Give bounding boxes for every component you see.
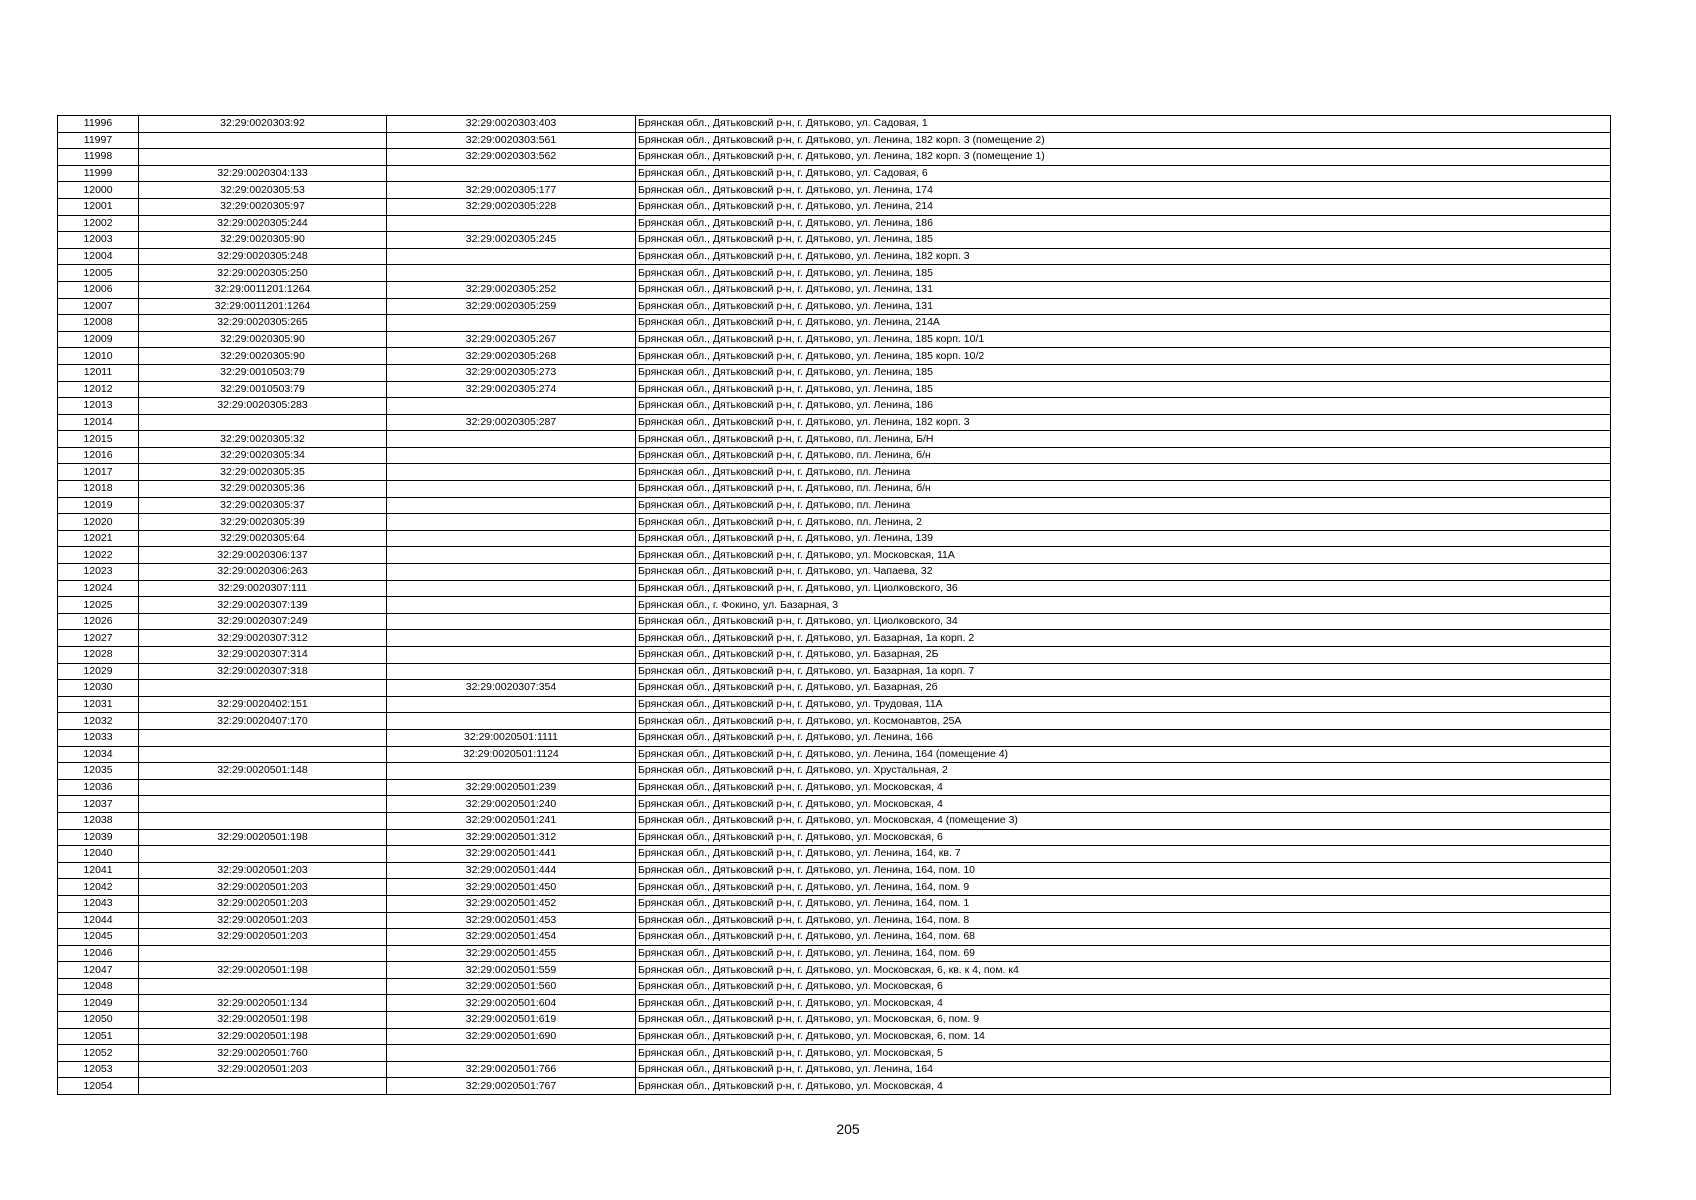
address-cell: Брянская обл., Дятьковский р-н, г. Дятьково, ул. Космонавтов, 25А: [636, 713, 1611, 730]
cadastral-number-cell: 32:29:0020501:760: [139, 1045, 387, 1062]
address-cell: Брянская обл., Дятьковский р-н, г. Дятьково, ул. Ленина, 185: [636, 232, 1611, 249]
address-cell: Брянская обл., Дятьковский р-н, г. Дятьково, ул. Московская, 6, кв. к 4, пом. к4: [636, 962, 1611, 979]
address-cell: Брянская обл., Дятьковский р-н, г. Дятьково, ул. Ленина, 182 корп. 3 (помещение 1): [636, 149, 1611, 166]
table-row: [58, 248, 1611, 265]
cadastral-number-cell: 32:29:0010503:79: [139, 364, 387, 381]
cadastral-number-cell: 32:29:0020304:133: [139, 165, 387, 182]
cadastral-number-cell: 32:29:0020407:170: [139, 713, 387, 730]
object-cadastral-number-cell: [387, 464, 636, 481]
address-cell: Брянская обл., Дятьковский р-н, г. Дятьково, ул. Московская, 6: [636, 978, 1611, 995]
object-cadastral-number-cell: 32:29:0020501:455: [387, 945, 636, 962]
row-number-cell: 12039: [58, 829, 139, 846]
object-cadastral-number-cell: [387, 431, 636, 448]
cadastral-number-cell: 32:29:0020307:249: [139, 613, 387, 630]
table-row: [58, 331, 1611, 348]
table-row: [58, 779, 1611, 796]
table-row: [58, 1012, 1611, 1029]
table-row: [58, 1078, 1611, 1095]
address-cell: Брянская обл., Дятьковский р-н, г. Дятьково, ул. Московская, 11А: [636, 547, 1611, 564]
address-cell: Брянская обл., Дятьковский р-н, г. Дятьково, ул. Ленина, 186: [636, 398, 1611, 415]
object-cadastral-number-cell: 32:29:0020501:766: [387, 1061, 636, 1078]
object-cadastral-number-cell: [387, 713, 636, 730]
row-number-cell: 12019: [58, 497, 139, 514]
cadastral-number-cell: 32:29:0020305:97: [139, 198, 387, 215]
cadastral-number-cell: 32:29:0020501:198: [139, 1012, 387, 1029]
cadastral-number-cell: [139, 680, 387, 697]
cadastral-number-cell: 32:29:0020501:203: [139, 862, 387, 879]
cadastral-number-cell: 32:29:0020501:203: [139, 895, 387, 912]
table-row: [58, 580, 1611, 597]
table-row: [58, 298, 1611, 315]
table-row: [58, 912, 1611, 929]
table-row: [58, 962, 1611, 979]
table-row: [58, 315, 1611, 332]
address-cell: Брянская обл., Дятьковский р-н, г. Дятьково, ул. Чапаева, 32: [636, 564, 1611, 581]
cadastral-number-cell: [139, 812, 387, 829]
cadastral-number-cell: 32:29:0020305:36: [139, 481, 387, 498]
row-number-cell: 12037: [58, 796, 139, 813]
address-cell: Брянская обл., Дятьковский р-н, г. Дятьково, ул. Ленина, 182 корп. 3: [636, 414, 1611, 431]
cadastral-number-cell: 32:29:0020501:203: [139, 879, 387, 896]
object-cadastral-number-cell: 32:29:0020501:619: [387, 1012, 636, 1029]
object-cadastral-number-cell: [387, 265, 636, 282]
table-row: [58, 647, 1611, 664]
address-cell: Брянская обл., Дятьковский р-н, г. Дятьково, ул. Ленина, 164, пом. 68: [636, 929, 1611, 946]
table-row: [58, 481, 1611, 498]
cadastral-number-cell: 32:29:0020305:244: [139, 215, 387, 232]
row-number-cell: 12048: [58, 978, 139, 995]
object-cadastral-number-cell: 32:29:0020501:604: [387, 995, 636, 1012]
object-cadastral-number-cell: [387, 696, 636, 713]
address-cell: Брянская обл., Дятьковский р-н, г. Дятьково, ул. Циолковского, 34: [636, 613, 1611, 630]
object-cadastral-number-cell: 32:29:0020305:273: [387, 364, 636, 381]
cadastral-number-cell: 32:29:0020307:318: [139, 663, 387, 680]
address-cell: Брянская обл., Дятьковский р-н, г. Дятьково, ул. Ленина, 185 корп. 10/1: [636, 331, 1611, 348]
table-row: [58, 663, 1611, 680]
table-row: [58, 1028, 1611, 1045]
address-cell: Брянская обл., Дятьковский р-н, г. Дятьково, ул. Хрустальная, 2: [636, 763, 1611, 780]
address-cell: Брянская обл., Дятьковский р-н, г. Дятьково, ул. Ленина, 164, кв. 7: [636, 846, 1611, 863]
object-cadastral-number-cell: 32:29:0020305:228: [387, 198, 636, 215]
row-number-cell: 12008: [58, 315, 139, 332]
object-cadastral-number-cell: [387, 481, 636, 498]
address-cell: Брянская обл., Дятьковский р-н, г. Дятьково, пл. Ленина: [636, 464, 1611, 481]
row-number-cell: 12031: [58, 696, 139, 713]
cadastral-number-cell: [139, 779, 387, 796]
address-cell: Брянская обл., Дятьковский р-н, г. Дятьково, ул. Ленина, 164 (помещение 4): [636, 746, 1611, 763]
row-number-cell: 12016: [58, 447, 139, 464]
object-cadastral-number-cell: 32:29:0020501:239: [387, 779, 636, 796]
row-number-cell: 12025: [58, 597, 139, 614]
address-cell: Брянская обл., Дятьковский р-н, г. Дятьково, ул. Ленина, 186: [636, 215, 1611, 232]
row-number-cell: 12035: [58, 763, 139, 780]
object-cadastral-number-cell: 32:29:0020307:354: [387, 680, 636, 697]
cadastral-number-cell: 32:29:0020303:92: [139, 116, 387, 133]
table-row: [58, 116, 1611, 133]
object-cadastral-number-cell: [387, 630, 636, 647]
address-cell: Брянская обл., Дятьковский р-н, г. Дятьково, ул. Московская, 4: [636, 779, 1611, 796]
table-row: [58, 713, 1611, 730]
row-number-cell: 12028: [58, 647, 139, 664]
table-row: [58, 564, 1611, 581]
address-cell: Брянская обл., Дятьковский р-н, г. Дятьково, ул. Московская, 4 (помещение 3): [636, 812, 1611, 829]
address-cell: Брянская обл., Дятьковский р-н, г. Дятьково, ул. Ленина, 164: [636, 1061, 1611, 1078]
address-cell: Брянская обл., Дятьковский р-н, г. Дятьково, ул. Ленина, 185: [636, 265, 1611, 282]
cadastral-number-cell: 32:29:0020501:198: [139, 1028, 387, 1045]
table-row: [58, 729, 1611, 746]
object-cadastral-number-cell: [387, 398, 636, 415]
address-cell: Брянская обл., Дятьковский р-н, г. Дятьково, ул. Ленина, 214А: [636, 315, 1611, 332]
table-row: [58, 514, 1611, 531]
address-cell: Брянская обл., Дятьковский р-н, г. Дятьково, ул. Ленина, 131: [636, 298, 1611, 315]
object-cadastral-number-cell: 32:29:0020501:453: [387, 912, 636, 929]
row-number-cell: 12011: [58, 364, 139, 381]
object-cadastral-number-cell: [387, 514, 636, 531]
cadastral-number-cell: 32:29:0020305:283: [139, 398, 387, 415]
object-cadastral-number-cell: [387, 647, 636, 664]
row-number-cell: 12024: [58, 580, 139, 597]
cadastral-number-cell: 32:29:0020501:198: [139, 962, 387, 979]
cadastral-number-cell: 32:29:0020305:53: [139, 182, 387, 199]
cadastral-number-cell: 32:29:0020305:32: [139, 431, 387, 448]
table-row: [58, 696, 1611, 713]
page-number: 205: [836, 1121, 860, 1137]
cadastral-number-cell: 32:29:0011201:1264: [139, 281, 387, 298]
object-cadastral-number-cell: [387, 530, 636, 547]
address-cell: Брянская обл., Дятьковский р-н, г. Дятьково, ул. Ленина, 214: [636, 198, 1611, 215]
address-cell: Брянская обл., Дятьковский р-н, г. Дятьково, ул. Ленина, 166: [636, 729, 1611, 746]
table-row: [58, 763, 1611, 780]
address-cell: Брянская обл., Дятьковский р-н, г. Дятьково, ул. Ленина, 185 корп. 10/2: [636, 348, 1611, 365]
object-cadastral-number-cell: [387, 248, 636, 265]
table-row: [58, 1045, 1611, 1062]
address-cell: Брянская обл., Дятьковский р-н, г. Дятьково, пл. Ленина: [636, 497, 1611, 514]
row-number-cell: 12052: [58, 1045, 139, 1062]
row-number-cell: 12051: [58, 1028, 139, 1045]
cadastral-number-cell: [139, 149, 387, 166]
address-cell: Брянская обл., Дятьковский р-н, г. Дятьково, ул. Циолковского, 36: [636, 580, 1611, 597]
row-number-cell: 12010: [58, 348, 139, 365]
object-cadastral-number-cell: 32:29:0020501:240: [387, 796, 636, 813]
cadastral-number-cell: 32:29:0020305:35: [139, 464, 387, 481]
object-cadastral-number-cell: [387, 663, 636, 680]
cadastral-number-cell: 32:29:0020305:39: [139, 514, 387, 531]
cadastral-number-cell: [139, 846, 387, 863]
row-number-cell: 11998: [58, 149, 139, 166]
table-row: [58, 414, 1611, 431]
address-cell: Брянская обл., г. Фокино, ул. Базарная, 3: [636, 597, 1611, 614]
object-cadastral-number-cell: [387, 580, 636, 597]
object-cadastral-number-cell: 32:29:0020501:454: [387, 929, 636, 946]
row-number-cell: 12022: [58, 547, 139, 564]
cadastral-number-cell: [139, 945, 387, 962]
table-row: [58, 547, 1611, 564]
table-row: [58, 630, 1611, 647]
row-number-cell: 12043: [58, 895, 139, 912]
row-number-cell: 12053: [58, 1061, 139, 1078]
cadastral-number-cell: 32:29:0020305:34: [139, 447, 387, 464]
row-number-cell: 12009: [58, 331, 139, 348]
address-cell: Брянская обл., Дятьковский р-н, г. Дятьково, ул. Ленина, 164, пом. 1: [636, 895, 1611, 912]
address-cell: Брянская обл., Дятьковский р-н, г. Дятьково, ул. Базарная, 2б: [636, 680, 1611, 697]
table-row: [58, 165, 1611, 182]
row-number-cell: 12027: [58, 630, 139, 647]
table-row: [58, 945, 1611, 962]
row-number-cell: 12007: [58, 298, 139, 315]
table-row: [58, 149, 1611, 166]
row-number-cell: 11997: [58, 132, 139, 149]
table-row: [58, 846, 1611, 863]
object-cadastral-number-cell: 32:29:0020501:450: [387, 879, 636, 896]
cadastral-number-cell: [139, 746, 387, 763]
row-number-cell: 12005: [58, 265, 139, 282]
table-row: [58, 680, 1611, 697]
object-cadastral-number-cell: [387, 597, 636, 614]
cadastral-number-cell: [139, 132, 387, 149]
table-row: [58, 995, 1611, 1012]
row-number-cell: 12046: [58, 945, 139, 962]
row-number-cell: 12026: [58, 613, 139, 630]
row-number-cell: 12032: [58, 713, 139, 730]
object-cadastral-number-cell: 32:29:0020501:441: [387, 846, 636, 863]
table-row: [58, 381, 1611, 398]
table-row: [58, 398, 1611, 415]
address-cell: Брянская обл., Дятьковский р-н, г. Дятьково, пл. Ленина, б/н: [636, 481, 1611, 498]
object-cadastral-number-cell: [387, 447, 636, 464]
row-number-cell: 12045: [58, 929, 139, 946]
row-number-cell: 12004: [58, 248, 139, 265]
table-row: [58, 530, 1611, 547]
cadastral-number-cell: 32:29:0020305:37: [139, 497, 387, 514]
table-row: [58, 447, 1611, 464]
object-cadastral-number-cell: [387, 215, 636, 232]
table-row: [58, 132, 1611, 149]
address-cell: Брянская обл., Дятьковский р-н, г. Дятьково, ул. Ленина, 185: [636, 381, 1611, 398]
address-cell: Брянская обл., Дятьковский р-н, г. Дятьково, ул. Московская, 6: [636, 829, 1611, 846]
object-cadastral-number-cell: 32:29:0020305:268: [387, 348, 636, 365]
row-number-cell: 11996: [58, 116, 139, 133]
address-cell: Брянская обл., Дятьковский р-н, г. Дятьково, пл. Ленина, 2: [636, 514, 1611, 531]
cadastral-number-cell: 32:29:0020501:148: [139, 763, 387, 780]
object-cadastral-number-cell: [387, 564, 636, 581]
object-cadastral-number-cell: 32:29:0020305:259: [387, 298, 636, 315]
cadastral-number-cell: 32:29:0020305:90: [139, 331, 387, 348]
row-number-cell: 12023: [58, 564, 139, 581]
address-cell: Брянская обл., Дятьковский р-н, г. Дятьково, ул. Ленина, 182 корп. 3: [636, 248, 1611, 265]
table-row: [58, 812, 1611, 829]
object-cadastral-number-cell: 32:29:0020501:1111: [387, 729, 636, 746]
table-row: [58, 265, 1611, 282]
row-number-cell: 12029: [58, 663, 139, 680]
row-number-cell: 12054: [58, 1078, 139, 1095]
address-cell: Брянская обл., Дятьковский р-н, г. Дятьково, ул. Трудовая, 11А: [636, 696, 1611, 713]
row-number-cell: 12030: [58, 680, 139, 697]
cadastral-number-cell: [139, 796, 387, 813]
object-cadastral-number-cell: [387, 315, 636, 332]
address-cell: Брянская обл., Дятьковский р-н, г. Дятьково, ул. Садовая, 1: [636, 116, 1611, 133]
object-cadastral-number-cell: 32:29:0020305:267: [387, 331, 636, 348]
row-number-cell: 12040: [58, 846, 139, 863]
table-row: [58, 879, 1611, 896]
row-number-cell: 12047: [58, 962, 139, 979]
cadastral-number-cell: 32:29:0020501:203: [139, 1061, 387, 1078]
object-cadastral-number-cell: 32:29:0020501:452: [387, 895, 636, 912]
cadastral-number-cell: 32:29:0010503:79: [139, 381, 387, 398]
address-cell: Брянская обл., Дятьковский р-н, г. Дятьково, ул. Московская, 5: [636, 1045, 1611, 1062]
object-cadastral-number-cell: 32:29:0020303:403: [387, 116, 636, 133]
object-cadastral-number-cell: 32:29:0020501:560: [387, 978, 636, 995]
address-cell: Брянская обл., Дятьковский р-н, г. Дятьково, ул. Базарная, 1а корп. 7: [636, 663, 1611, 680]
table-row: [58, 746, 1611, 763]
object-cadastral-number-cell: 32:29:0020305:252: [387, 281, 636, 298]
address-cell: Брянская обл., Дятьковский р-н, г. Дятьково, ул. Садовая, 6: [636, 165, 1611, 182]
object-cadastral-number-cell: 32:29:0020501:559: [387, 962, 636, 979]
object-cadastral-number-cell: 32:29:0020501:241: [387, 812, 636, 829]
row-number-cell: 12013: [58, 398, 139, 415]
object-cadastral-number-cell: 32:29:0020305:245: [387, 232, 636, 249]
cadastral-number-cell: 32:29:0020307:312: [139, 630, 387, 647]
object-cadastral-number-cell: [387, 763, 636, 780]
cadastral-number-cell: 32:29:0020307:139: [139, 597, 387, 614]
cadastral-number-cell: 32:29:0020307:111: [139, 580, 387, 597]
address-cell: Брянская обл., Дятьковский р-н, г. Дятьково, ул. Ленина, 174: [636, 182, 1611, 199]
row-number-cell: 11999: [58, 165, 139, 182]
object-cadastral-number-cell: [387, 1045, 636, 1062]
address-cell: Брянская обл., Дятьковский р-н, г. Дятьково, ул. Ленина, 164, пом. 9: [636, 879, 1611, 896]
object-cadastral-number-cell: 32:29:0020303:562: [387, 149, 636, 166]
cadastral-number-cell: 32:29:0020501:198: [139, 829, 387, 846]
cadastral-number-cell: 32:29:0020305:90: [139, 348, 387, 365]
row-number-cell: 12042: [58, 879, 139, 896]
address-cell: Брянская обл., Дятьковский р-н, г. Дятьково, ул. Московская, 4: [636, 1078, 1611, 1095]
row-number-cell: 12001: [58, 198, 139, 215]
row-number-cell: 12006: [58, 281, 139, 298]
cadastral-number-cell: 32:29:0020305:265: [139, 315, 387, 332]
table-row: [58, 895, 1611, 912]
row-number-cell: 12033: [58, 729, 139, 746]
cadastral-number-cell: 32:29:0020305:250: [139, 265, 387, 282]
address-cell: Брянская обл., Дятьковский р-н, г. Дятьково, пл. Ленина, б/н: [636, 447, 1611, 464]
object-cadastral-number-cell: [387, 613, 636, 630]
cadastral-number-cell: 32:29:0020307:314: [139, 647, 387, 664]
cadastral-number-cell: 32:29:0020501:134: [139, 995, 387, 1012]
row-number-cell: 12050: [58, 1012, 139, 1029]
object-cadastral-number-cell: 32:29:0020501:1124: [387, 746, 636, 763]
table-row: [58, 232, 1611, 249]
row-number-cell: 12036: [58, 779, 139, 796]
table-row: [58, 281, 1611, 298]
cadastral-number-cell: 32:29:0020501:203: [139, 929, 387, 946]
row-number-cell: 12049: [58, 995, 139, 1012]
table-row: [58, 796, 1611, 813]
table-row: [58, 829, 1611, 846]
row-number-cell: 12041: [58, 862, 139, 879]
cadastral-number-cell: [139, 414, 387, 431]
address-cell: Брянская обл., Дятьковский р-н, г. Дятьково, ул. Ленина, 182 корп. 3 (помещение 2): [636, 132, 1611, 149]
row-number-cell: 12017: [58, 464, 139, 481]
address-cell: Брянская обл., Дятьковский р-н, г. Дятьково, ул. Московская, 6, пом. 9: [636, 1012, 1611, 1029]
cadastral-number-cell: 32:29:0020305:64: [139, 530, 387, 547]
table-row: [58, 929, 1611, 946]
row-number-cell: 12002: [58, 215, 139, 232]
object-cadastral-number-cell: [387, 497, 636, 514]
object-cadastral-number-cell: [387, 165, 636, 182]
table-row: [58, 464, 1611, 481]
address-cell: Брянская обл., Дятьковский р-н, г. Дятьково, ул. Московская, 4: [636, 796, 1611, 813]
cadastral-number-cell: 32:29:0020501:203: [139, 912, 387, 929]
address-cell: Брянская обл., Дятьковский р-н, г. Дятьково, ул. Ленина, 131: [636, 281, 1611, 298]
object-cadastral-number-cell: 32:29:0020305:287: [387, 414, 636, 431]
object-cadastral-number-cell: 32:29:0020501:312: [387, 829, 636, 846]
address-cell: Брянская обл., Дятьковский р-н, г. Дятьково, ул. Московская, 6, пом. 14: [636, 1028, 1611, 1045]
object-cadastral-number-cell: 32:29:0020501:767: [387, 1078, 636, 1095]
object-cadastral-number-cell: 32:29:0020501:444: [387, 862, 636, 879]
address-cell: Брянская обл., Дятьковский р-н, г. Дятьково, пл. Ленина, Б/Н: [636, 431, 1611, 448]
cadastral-number-cell: 32:29:0020306:263: [139, 564, 387, 581]
table-row: [58, 182, 1611, 199]
table-row: [58, 364, 1611, 381]
row-number-cell: 12044: [58, 912, 139, 929]
table-row: [58, 1061, 1611, 1078]
table-row: [58, 198, 1611, 215]
cadastral-number-cell: [139, 1078, 387, 1095]
cadastral-number-cell: [139, 978, 387, 995]
row-number-cell: 12000: [58, 182, 139, 199]
cadastral-number-cell: 32:29:0020305:248: [139, 248, 387, 265]
address-cell: Брянская обл., Дятьковский р-н, г. Дятьково, ул. Ленина, 185: [636, 364, 1611, 381]
property-registry-table: [57, 115, 1611, 1095]
object-cadastral-number-cell: [387, 547, 636, 564]
table-row: [58, 431, 1611, 448]
table-row: [58, 978, 1611, 995]
cadastral-number-cell: 32:29:0020306:137: [139, 547, 387, 564]
address-cell: Брянская обл., Дятьковский р-н, г. Дятьково, ул. Базарная, 1а корп. 2: [636, 630, 1611, 647]
row-number-cell: 12012: [58, 381, 139, 398]
registry-table-body: [58, 116, 1611, 1095]
row-number-cell: 12003: [58, 232, 139, 249]
object-cadastral-number-cell: 32:29:0020501:690: [387, 1028, 636, 1045]
table-row: [58, 862, 1611, 879]
row-number-cell: 12020: [58, 514, 139, 531]
address-cell: Брянская обл., Дятьковский р-н, г. Дятьково, ул. Московская, 4: [636, 995, 1611, 1012]
object-cadastral-number-cell: 32:29:0020305:177: [387, 182, 636, 199]
address-cell: Брянская обл., Дятьковский р-н, г. Дятьково, ул. Ленина, 164, пом. 69: [636, 945, 1611, 962]
row-number-cell: 12034: [58, 746, 139, 763]
object-cadastral-number-cell: 32:29:0020303:561: [387, 132, 636, 149]
row-number-cell: 12018: [58, 481, 139, 498]
row-number-cell: 12015: [58, 431, 139, 448]
table-row: [58, 215, 1611, 232]
cadastral-number-cell: 32:29:0020402:151: [139, 696, 387, 713]
table-row: [58, 597, 1611, 614]
cadastral-number-cell: 32:29:0011201:1264: [139, 298, 387, 315]
object-cadastral-number-cell: 32:29:0020305:274: [387, 381, 636, 398]
address-cell: Брянская обл., Дятьковский р-н, г. Дятьково, ул. Ленина, 164, пом. 10: [636, 862, 1611, 879]
row-number-cell: 12038: [58, 812, 139, 829]
cadastral-number-cell: 32:29:0020305:90: [139, 232, 387, 249]
address-cell: Брянская обл., Дятьковский р-н, г. Дятьково, ул. Базарная, 2Б: [636, 647, 1611, 664]
table-row: [58, 613, 1611, 630]
cadastral-number-cell: [139, 729, 387, 746]
address-cell: Брянская обл., Дятьковский р-н, г. Дятьково, ул. Ленина, 164, пом. 8: [636, 912, 1611, 929]
table-row: [58, 348, 1611, 365]
row-number-cell: 12014: [58, 414, 139, 431]
row-number-cell: 12021: [58, 530, 139, 547]
table-row: [58, 497, 1611, 514]
address-cell: Брянская обл., Дятьковский р-н, г. Дятьково, ул. Ленина, 139: [636, 530, 1611, 547]
